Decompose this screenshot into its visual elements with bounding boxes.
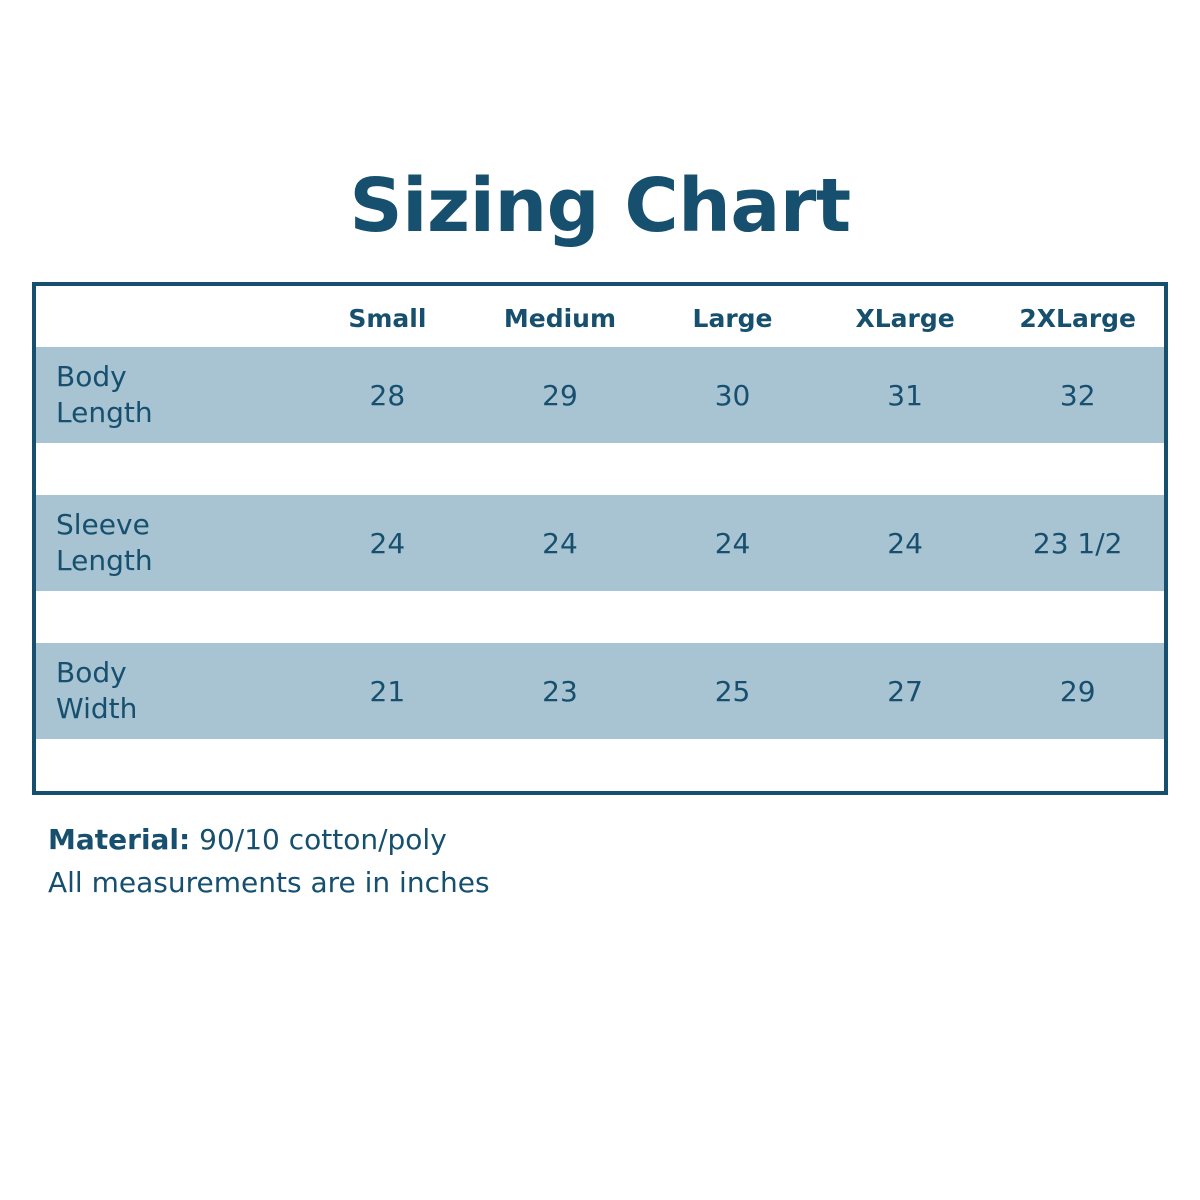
table-header <box>36 286 1164 347</box>
row-spacer <box>36 591 1164 643</box>
cell-body-width-2xlarge: 29 <box>1059 674 1096 708</box>
row-label-line-1: Sleeve <box>56 508 150 542</box>
cell-body-length-large: 30 <box>714 378 751 412</box>
cell-body-length-medium: 29 <box>542 378 578 412</box>
sizing-table <box>36 286 1164 791</box>
header-corner <box>36 286 301 347</box>
cell-body-width-medium: 23 <box>542 674 578 708</box>
cell-body-width-large: 25 <box>714 674 751 708</box>
cell-body-width-small: 21 <box>369 674 406 708</box>
material-label: Material: <box>48 823 191 856</box>
row-label-body-width <box>36 643 301 739</box>
header-row <box>36 286 1164 347</box>
row-label-line-1: Body <box>56 360 127 394</box>
cell-sleeve-length-medium: 24 <box>542 526 578 560</box>
column-header-small: Small <box>301 286 474 347</box>
table-body <box>36 347 1164 791</box>
table-row <box>36 643 1164 739</box>
material-line <box>48 818 1148 861</box>
cell-body-width-xlarge: 27 <box>887 674 923 708</box>
column-header-medium: Medium <box>474 286 647 347</box>
cell-body-length-small: 28 <box>369 378 406 412</box>
cell-body-length-2xlarge: 32 <box>1059 378 1096 412</box>
row-label-line-2: Width <box>56 692 138 725</box>
cell-sleeve-length-small: 24 <box>369 526 406 560</box>
row-label-line-1: Body <box>56 656 127 690</box>
sizing-table-container <box>32 282 1168 795</box>
row-label-sleeve-length <box>36 495 301 591</box>
measurements-note: All measurements are in inches <box>48 866 490 900</box>
row-label-body-length <box>36 347 301 443</box>
cell-sleeve-length-large: 24 <box>714 526 751 560</box>
row-label-line-2: Length <box>56 396 153 429</box>
row-spacer <box>36 443 1164 495</box>
column-header-2xlarge: 2XLarge <box>991 286 1164 347</box>
material-value: 90/10 cotton/poly <box>199 823 447 856</box>
column-header-large: Large <box>646 286 819 347</box>
row-label-line-2: Length <box>56 544 153 577</box>
column-header-xlarge: XLarge <box>819 286 992 347</box>
table-row <box>36 347 1164 443</box>
page-title: Sizing Chart <box>349 163 851 249</box>
table-row <box>36 495 1164 591</box>
footer-notes <box>48 818 1148 905</box>
cell-body-length-xlarge: 31 <box>887 378 923 412</box>
cell-sleeve-length-xlarge: 24 <box>887 526 923 560</box>
row-spacer <box>36 739 1164 791</box>
cell-sleeve-length-2xlarge: 23 1/2 <box>1032 526 1123 560</box>
